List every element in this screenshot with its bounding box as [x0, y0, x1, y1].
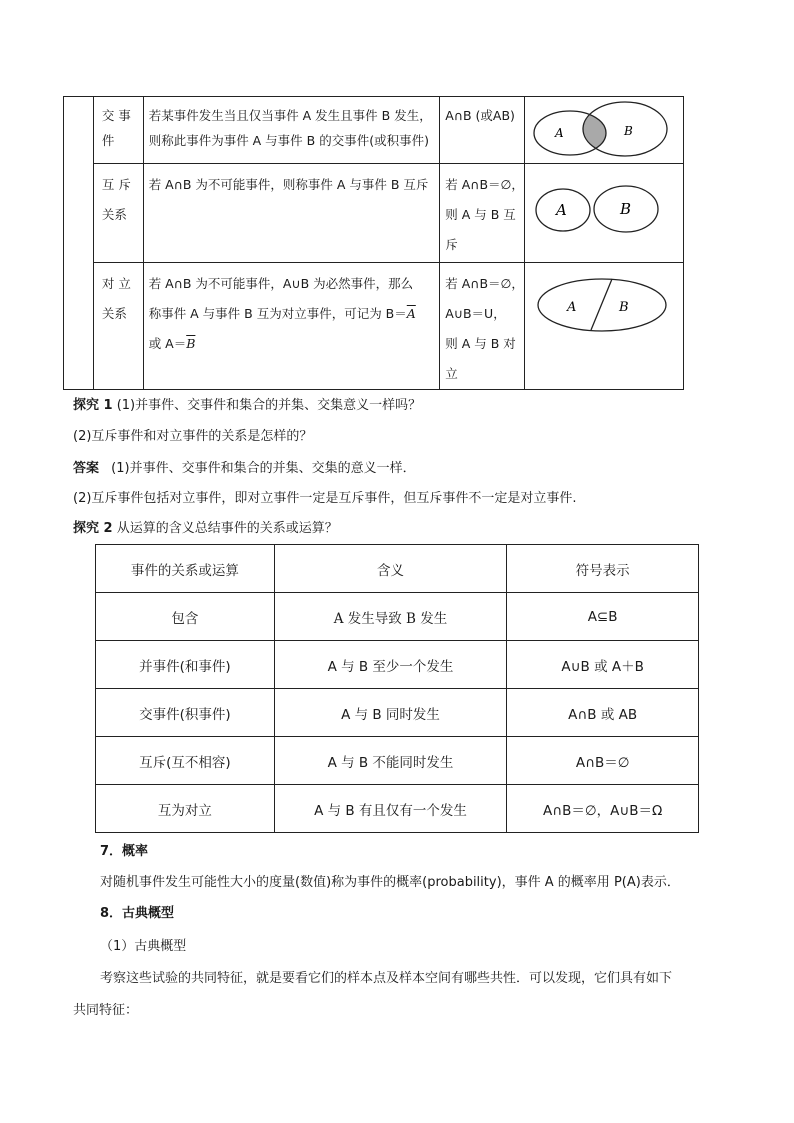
venn-cell [524, 164, 683, 263]
definition-text [149, 299, 440, 329]
row-name: 关系 [101, 207, 127, 222]
complement-venn-diagram [525, 263, 683, 343]
row-name-cell [93, 263, 143, 390]
complement-a: $\overline{A}$ [406, 306, 416, 321]
meaning-cell: A 发生导致 B 发生 [274, 593, 507, 641]
symbol-cell [440, 164, 525, 263]
row-name: 关系 [101, 306, 127, 321]
answer1-text: (1)并事件、交事件和集合的并集、交集的意义一样． [111, 461, 416, 476]
set-a-label: A [554, 126, 564, 140]
venn-cell [524, 97, 683, 164]
symbol-cell: A⊆B [507, 593, 699, 641]
explore1-question1-text: (1)并事件、交事件和集合的并集、交集意义一样吗？ [116, 398, 422, 413]
set-b-label: B [619, 200, 632, 218]
symbol-text: 则 A 与 B 互 [445, 207, 516, 222]
symbol-cell [440, 263, 525, 390]
venn-cell [524, 263, 683, 390]
row-name-cell [93, 97, 143, 164]
table-row [64, 97, 684, 164]
explore2-label: 探究 2 [73, 521, 113, 536]
definition-text [149, 329, 440, 359]
section7-text: 对随机事件发生可能性大小的度量(数值)称为事件的概率(probability)，事件 A 的概率用 P(A)表示． [100, 875, 680, 890]
relation-cell: 包含 [96, 593, 275, 641]
symbol-cell: A∩B＝∅，A∪B＝Ω [507, 785, 699, 833]
definition-cell [143, 164, 440, 263]
table-row [64, 263, 684, 390]
section7-title: 7．概率 [100, 844, 149, 859]
definition-text: 若 A∩B 为不可能事件，则称事件 A 与事件 B 互斥 [148, 177, 429, 192]
meaning-cell: A 与 B 有且仅有一个发生 [274, 785, 507, 833]
row-name: 交 事 [101, 108, 131, 123]
table-row [96, 785, 699, 833]
universal-ellipse [538, 279, 666, 331]
table-row [96, 737, 699, 785]
section8-subtitle: （1）古典概型 [100, 939, 187, 954]
symbol-cell: A∩B 或 AB [507, 689, 699, 737]
table-row [96, 641, 699, 689]
divider-line [591, 279, 612, 330]
symbol-text: 斥 [445, 237, 458, 252]
symbol-cell: A∪B 或 A＋B [507, 641, 699, 689]
column-header: 含义 [274, 545, 507, 593]
symbol-cell: A∩B＝∅ [507, 737, 699, 785]
set-b-label: B [618, 300, 629, 315]
section8-title: 8．古典概型 [100, 906, 175, 921]
meaning-cell: A 与 B 至少一个发生 [274, 641, 507, 689]
table-row [96, 593, 699, 641]
symbol-text: 若 A∩B＝∅， [445, 276, 524, 291]
column-header: 符号表示 [507, 545, 699, 593]
row-name: 互 斥 [101, 177, 131, 192]
relation-cell: 交事件(积事件) [96, 689, 275, 737]
row-name-cell [93, 164, 143, 263]
set-a-label: A [566, 300, 577, 315]
section8-text2: 共同特征： [73, 1003, 139, 1018]
blank-column [64, 97, 94, 390]
section8-text1: 考察这些试验的共同特征，就是要看它们的样本点及样本空间有哪些共性．可以发现，它们具有如下 [100, 971, 673, 986]
row-name: 件 [101, 133, 115, 148]
table-row [64, 164, 684, 263]
relation-cell: 互斥(互不相容) [96, 737, 275, 785]
column-header: 事件的关系或运算 [96, 545, 275, 593]
explore1-question1 [73, 394, 421, 413]
meaning-cell: A 与 B 不能同时发生 [274, 737, 507, 785]
intersection-venn-diagram [525, 97, 683, 159]
event-relations-table [63, 96, 684, 390]
set-b-label: B [623, 124, 633, 138]
definition-text: 若某事件发生当且仅当事件 A 发生且事件 B 发生， [148, 108, 432, 123]
explore1-label: 探究 1 [73, 398, 113, 413]
explore1-question2: (2)互斥事件和对立事件的关系是怎样的？ [73, 429, 313, 444]
relation-cell: 并事件(和事件) [96, 641, 275, 689]
symbol-text: 立 [445, 366, 458, 381]
explore2-question [73, 517, 338, 536]
symbol-text: 若 A∩B＝∅， [445, 177, 524, 192]
symbol-text: 则 A 与 B 对 [445, 336, 516, 351]
symbol-text: A∩B (或AB) [445, 108, 515, 123]
row-name: 对 立 [101, 276, 131, 291]
symbol-text: A∪B＝U， [445, 306, 506, 321]
definition-text-part: 或 A＝ [148, 336, 187, 351]
definition-text-part: 称事件 A 与事件 B 互为对立事件，可记为 B＝ [148, 306, 407, 321]
table-row [96, 689, 699, 737]
definition-cell [143, 263, 440, 390]
explore2-text: 从运算的含义总结事件的关系或运算？ [116, 521, 338, 536]
event-operations-table [95, 544, 699, 833]
symbol-cell [440, 97, 525, 164]
meaning-cell: A 与 B 同时发生 [274, 689, 507, 737]
disjoint-venn-diagram [525, 164, 683, 258]
explore1-answer1 [73, 457, 416, 476]
definition-cell [143, 97, 440, 164]
relation-cell: 互为对立 [96, 785, 275, 833]
definition-text: 则称此事件为事件 A 与事件 B 的交事件(或积事件) [148, 133, 429, 148]
table-header-row [96, 545, 699, 593]
definition-text: 若 A∩B 为不可能事件，A∪B 为必然事件，那么 [148, 276, 414, 291]
answer-label: 答案 [73, 461, 100, 476]
complement-b: $\overline{B}$ [186, 336, 196, 351]
set-a-label: A [555, 201, 567, 219]
explore1-answer2: (2)互斥事件包括对立事件，即对立事件一定是互斥事件，但互斥事件不一定是对立事件. [73, 491, 577, 506]
